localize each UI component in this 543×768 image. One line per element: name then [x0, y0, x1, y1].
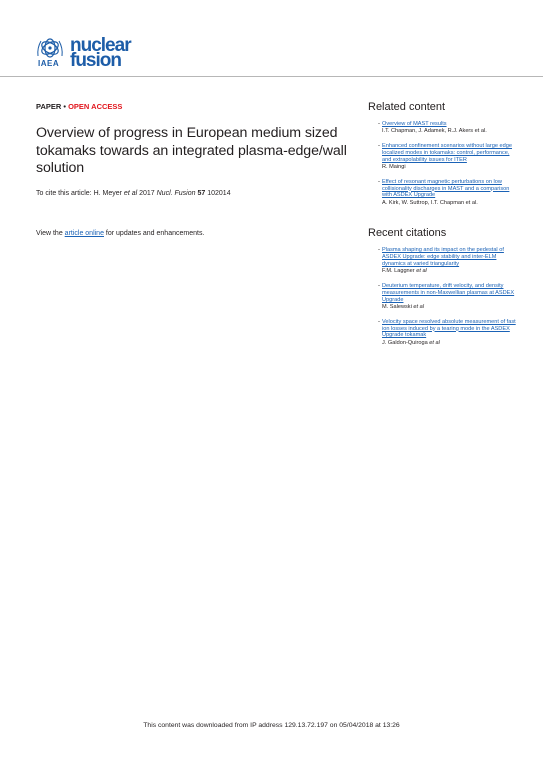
citation-line	[36, 190, 361, 197]
journal-name-line1: nuclear	[70, 35, 131, 56]
journal-name-line2: fusion	[70, 50, 121, 71]
related-item-link[interactable]: - Overview of MAST results	[382, 121, 447, 127]
citation-item-authors	[382, 268, 518, 275]
related-item-link[interactable]: - Enhanced confinement scenarios without large edge localized modes in tokamaks: control, performance, and extrapolability issues for ITER	[382, 143, 512, 163]
article-type-line	[36, 102, 361, 111]
open-access-badge: OPEN ACCESS	[68, 102, 123, 111]
paper-label: PAPER	[36, 102, 62, 111]
citation-author-name: M. Salewski	[382, 304, 412, 311]
related-item	[382, 179, 518, 207]
recent-citations-list	[382, 247, 518, 346]
citation-item-link[interactable]: - Deuterium temperature, drift velocity, and density measurements in non-Maxwellian plasmas at ASDEX Upgrade	[382, 283, 515, 303]
header-divider	[0, 76, 543, 77]
recent-citations-heading: Recent citations	[368, 227, 447, 240]
article-info	[36, 102, 361, 237]
citation-author-etal: et al	[416, 268, 427, 275]
related-item-authors: R. Maingi	[382, 163, 406, 170]
view-online-line	[36, 230, 361, 237]
citation-author-name: J. Galdon-Quiroga	[382, 339, 428, 346]
cite-number: 102014	[205, 189, 231, 197]
cite-year: 2017	[137, 189, 157, 197]
citation-item-authors	[382, 340, 518, 347]
related-content-list	[382, 121, 518, 206]
cite-journal: Nucl. Fusion	[156, 189, 196, 197]
related-item-authors: I.T. Chapman, J. Adamek, R.J. Akers et al.	[382, 128, 487, 135]
iaea-label: IAEA	[38, 59, 60, 68]
citation-item-link[interactable]: - Plasma shaping and its impact on the pedestal of ASDEX Upgrade: edge stability and inter-ELM dynamics at varied triangularity	[382, 247, 504, 268]
download-footer: This content was downloaded from IP address 129.13.72.197 on 05/04/2018 at 13:26	[143, 722, 400, 729]
related-content-heading: Related content	[368, 101, 446, 113]
cite-volume: 57	[197, 189, 206, 197]
citation-author-name: F.M. Laggner	[382, 268, 415, 275]
related-item-link[interactable]: - Effect of resonant magnetic perturbations on low collisionality discharges in MAST and a comparison with ASDEX Upgrade	[382, 178, 510, 199]
sidebar	[368, 101, 518, 355]
article-title: Overview of progress in European medium sized tokamaks towards an integrated plasma-edge/wall solution	[36, 125, 347, 177]
related-item-authors: A. Kirk, W. Suttrop, I.T. Chapman et al.	[382, 199, 478, 206]
article-online-link[interactable]: article online	[64, 229, 104, 237]
cite-prefix: To cite this article: H. Meyer	[36, 189, 124, 197]
citation-item	[382, 283, 518, 311]
related-item	[382, 143, 518, 171]
view-prefix: View the	[36, 229, 65, 237]
citation-author-etal: et al	[429, 339, 440, 346]
related-item	[382, 121, 518, 135]
type-separator: •	[61, 102, 69, 111]
journal-header	[0, 0, 543, 76]
citation-item-authors	[382, 304, 518, 311]
citation-author-etal: et al	[413, 304, 424, 311]
citation-item-link[interactable]: - Velocity space resolved absolute measurement of fast ion losses induced by a tearing mode in the ASDEX Upgrade tokamak	[382, 318, 516, 339]
view-suffix: for updates and enhancements.	[103, 229, 205, 237]
iaea-atom-icon	[36, 38, 64, 58]
citation-item	[382, 247, 518, 275]
journal-logo[interactable]	[36, 35, 166, 72]
citation-item	[382, 319, 518, 347]
cite-etal: et al	[123, 189, 138, 197]
